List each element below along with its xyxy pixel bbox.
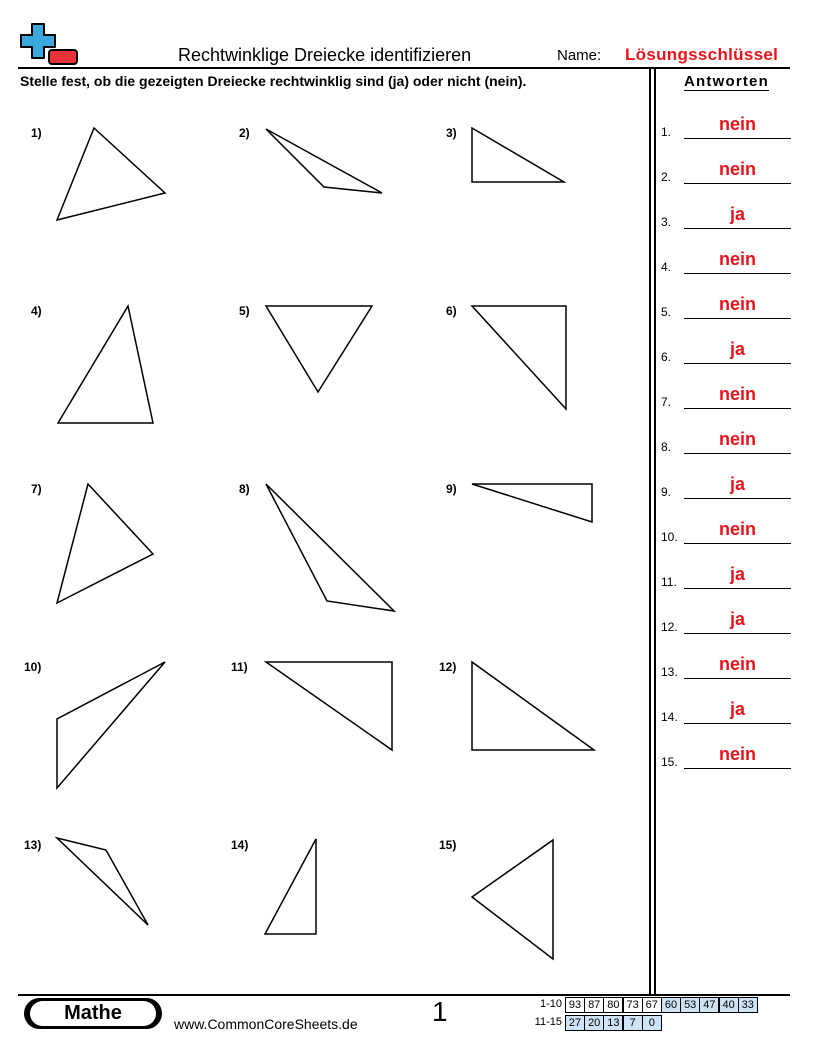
score-cell: 80 bbox=[603, 997, 623, 1013]
answer-value: nein bbox=[718, 114, 756, 134]
answer-line bbox=[684, 453, 791, 454]
score-cell: 87 bbox=[584, 997, 604, 1013]
footer-divider bbox=[18, 994, 790, 996]
answer-key-label: Lösungsschlüssel bbox=[625, 45, 779, 64]
answer-value: nein bbox=[718, 654, 756, 674]
score-cell: 47 bbox=[699, 997, 719, 1013]
score-range-label: 11-15 bbox=[534, 1016, 562, 1028]
answer-column-divider bbox=[654, 67, 656, 995]
answer-value: nein bbox=[718, 519, 756, 539]
answer-number: 13. bbox=[661, 665, 678, 679]
score-cell: 13 bbox=[603, 1015, 623, 1031]
answer-value: nein bbox=[718, 429, 756, 449]
answer-line bbox=[684, 408, 791, 409]
problem-label: 15) bbox=[439, 838, 457, 852]
problem-label: 12) bbox=[439, 660, 457, 674]
answers-heading: Antworten bbox=[684, 73, 769, 90]
answer-number: 15. bbox=[661, 755, 678, 769]
answer-number: 11. bbox=[661, 575, 677, 589]
answer-value: ja bbox=[729, 474, 745, 494]
score-cell: 40 bbox=[719, 997, 739, 1013]
triangle-6 bbox=[472, 306, 566, 409]
score-cell: 73 bbox=[623, 997, 643, 1013]
score-cell: 0 bbox=[642, 1015, 662, 1031]
answer-line bbox=[684, 723, 791, 724]
problem-label: 1) bbox=[31, 126, 42, 140]
triangle-14 bbox=[265, 839, 316, 934]
answer-value: nein bbox=[718, 249, 756, 269]
answer-number: 1. bbox=[661, 125, 672, 139]
problem-label: 5) bbox=[239, 304, 250, 318]
triangle-15 bbox=[472, 840, 553, 959]
problem-label: 10) bbox=[24, 660, 42, 674]
answer-line bbox=[684, 363, 791, 364]
answer-number: 7. bbox=[661, 395, 672, 409]
answer-value: ja bbox=[729, 339, 745, 359]
answer-number: 3. bbox=[661, 215, 672, 229]
problem-label: 6) bbox=[446, 304, 457, 318]
triangle-9 bbox=[472, 484, 592, 522]
problem-label: 3) bbox=[446, 126, 457, 140]
score-cell: 93 bbox=[565, 997, 585, 1013]
answer-line bbox=[684, 183, 791, 184]
worksheet-title: Rechtwinklige Dreiecke identifizieren bbox=[178, 45, 472, 65]
score-cell: 33 bbox=[738, 997, 758, 1013]
triangle-5 bbox=[266, 306, 372, 392]
answer-number: 8. bbox=[661, 440, 672, 454]
answer-line bbox=[684, 138, 791, 139]
problem-label: 14) bbox=[231, 838, 249, 852]
answer-value: ja bbox=[729, 699, 745, 719]
triangle-4 bbox=[58, 306, 153, 423]
answer-line bbox=[684, 678, 791, 679]
score-cell: 27 bbox=[565, 1015, 585, 1031]
answer-number: 10. bbox=[661, 530, 678, 544]
answer-number: 2. bbox=[661, 170, 672, 184]
problem-label: 2) bbox=[239, 126, 250, 140]
answer-line bbox=[684, 318, 791, 319]
website-label: www.CommonCoreSheets.de bbox=[174, 1016, 358, 1032]
answer-line bbox=[684, 768, 791, 769]
answer-line bbox=[684, 228, 791, 229]
answer-value: ja bbox=[729, 564, 745, 584]
problem-label: 9) bbox=[446, 482, 457, 496]
answer-line bbox=[684, 633, 791, 634]
score-cell: 60 bbox=[661, 997, 681, 1013]
answer-value: nein bbox=[718, 159, 756, 179]
score-range-label: 1-10 bbox=[539, 998, 562, 1010]
answer-line bbox=[684, 543, 791, 544]
answer-value: nein bbox=[718, 294, 756, 314]
answer-line bbox=[684, 273, 791, 274]
score-cell: 7 bbox=[623, 1015, 643, 1031]
triangle-2 bbox=[266, 129, 382, 193]
answer-number: 6. bbox=[661, 350, 672, 364]
name-label: Name: bbox=[557, 47, 602, 64]
triangle-1 bbox=[57, 128, 165, 220]
page-number: 1 bbox=[432, 996, 448, 1027]
problem-label: 4) bbox=[31, 304, 42, 318]
triangle-10 bbox=[57, 662, 165, 788]
triangle-12 bbox=[472, 662, 594, 750]
triangle-7 bbox=[57, 484, 153, 603]
score-cell: 67 bbox=[642, 997, 662, 1013]
instructions: Stelle fest, ob die gezeigten Dreiecke rechtwinklig sind (ja) oder nicht (nein). bbox=[20, 73, 527, 89]
answer-number: 4. bbox=[661, 260, 672, 274]
triangle-3 bbox=[472, 128, 564, 182]
answer-value: ja bbox=[729, 609, 745, 629]
score-cell: 20 bbox=[584, 1015, 604, 1031]
answer-number: 12. bbox=[661, 620, 678, 634]
answer-line bbox=[684, 588, 791, 589]
problem-label: 7) bbox=[31, 482, 42, 496]
answer-value: nein bbox=[718, 384, 756, 404]
answer-number: 5. bbox=[661, 305, 672, 319]
answer-value: nein bbox=[718, 744, 756, 764]
score-cell: 53 bbox=[680, 997, 700, 1013]
triangle-13 bbox=[57, 838, 148, 925]
answer-number: 9. bbox=[661, 485, 672, 499]
triangle-8 bbox=[266, 484, 394, 611]
answer-line bbox=[684, 498, 791, 499]
problem-label: 11) bbox=[231, 660, 248, 674]
problem-label: 8) bbox=[239, 482, 250, 496]
subject-label: Mathe bbox=[30, 1001, 156, 1026]
problem-label: 13) bbox=[24, 838, 42, 852]
triangle-11 bbox=[266, 662, 392, 750]
answer-number: 14. bbox=[661, 710, 678, 724]
answer-value: ja bbox=[729, 204, 745, 224]
